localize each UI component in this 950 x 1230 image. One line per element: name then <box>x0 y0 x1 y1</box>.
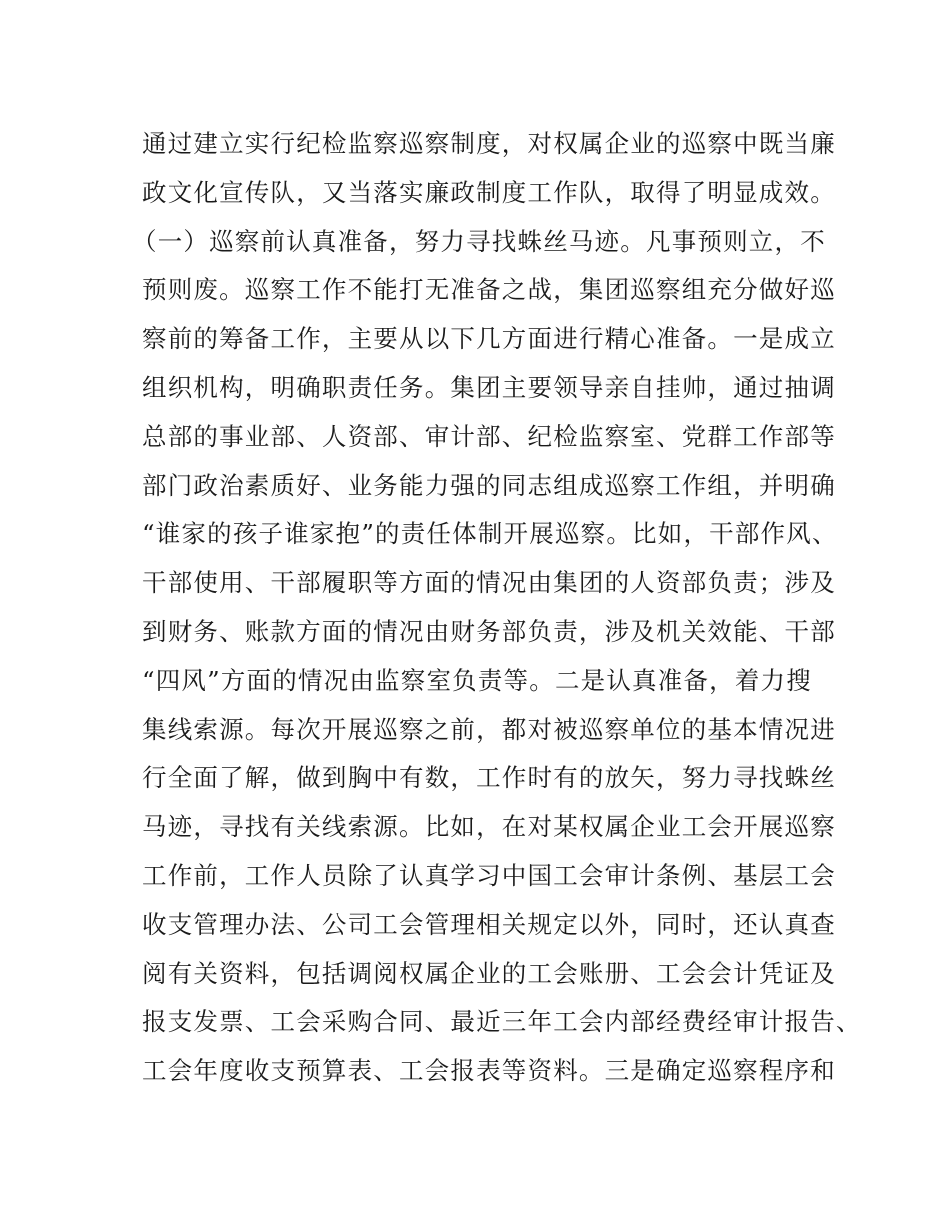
text-line: 察前的筹备工作，主要从以下几方面进行精心准备。一是成立 <box>142 324 836 354</box>
body-text <box>132 120 862 1096</box>
text-line: 收支管理办法、公司工会管理相关规定以外，同时，还认真查 <box>142 909 836 939</box>
text-line: 工作前，工作人员除了认真学习中国工会审计条例、基层工会 <box>142 860 836 890</box>
text-line: 集线索源。每次开展巡察之前，都对被巡察单位的基本情况进 <box>142 714 836 744</box>
text-line: 组织机构，明确职责任务。集团主要领导亲自挂帅，通过抽调 <box>142 372 836 402</box>
text-line: 到财务、账款方面的情况由财务部负责，涉及机关效能、干部 <box>142 616 836 646</box>
text-line: 工会年度收支预算表、工会报表等资料。三是确定巡察程序和 <box>142 1056 836 1086</box>
text-line: “谁家的孩子谁家抱”的责任体制开展巡察。比如，干部作风、 <box>142 519 838 549</box>
text-line: 政文化宣传队，又当落实廉政制度工作队，取得了明显成效。 <box>142 177 836 207</box>
section-heading-line: （一）巡察前认真准备，努力寻找蛛丝马迹。凡事预则立，不 <box>132 226 826 256</box>
text-line: “四风”方面的情况由监察室负责等。二是认真准备，着力搜 <box>142 665 812 695</box>
text-line: 行全面了解，做到胸中有数，工作时有的放矢，努力寻找蛛丝 <box>142 763 836 793</box>
text-line: 马迹，寻找有关线索源。比如，在对某权属企业工会开展巡察 <box>142 812 836 842</box>
text-line: 干部使用、干部履职等方面的情况由集团的人资部负责；涉及 <box>142 568 836 598</box>
text-line: 总部的事业部、人资部、审计部、纪检监察室、党群工作部等 <box>142 421 836 451</box>
text-line: 报支发票、工会采购合同、最近三年工会内部经费经审计报告、 <box>142 1007 862 1037</box>
text-line: 预则废。巡察工作不能打无准备之战，集团巡察组充分做好巡 <box>142 275 836 305</box>
text-line: 部门政治素质好、业务能力强的同志组成巡察工作组，并明确 <box>142 470 836 500</box>
text-line: 通过建立实行纪检监察巡察制度，对权属企业的巡察中既当廉 <box>142 129 836 158</box>
text-line: 阅有关资料，包括调阅权属企业的工会账册、工会会计凭证及 <box>142 958 836 988</box>
